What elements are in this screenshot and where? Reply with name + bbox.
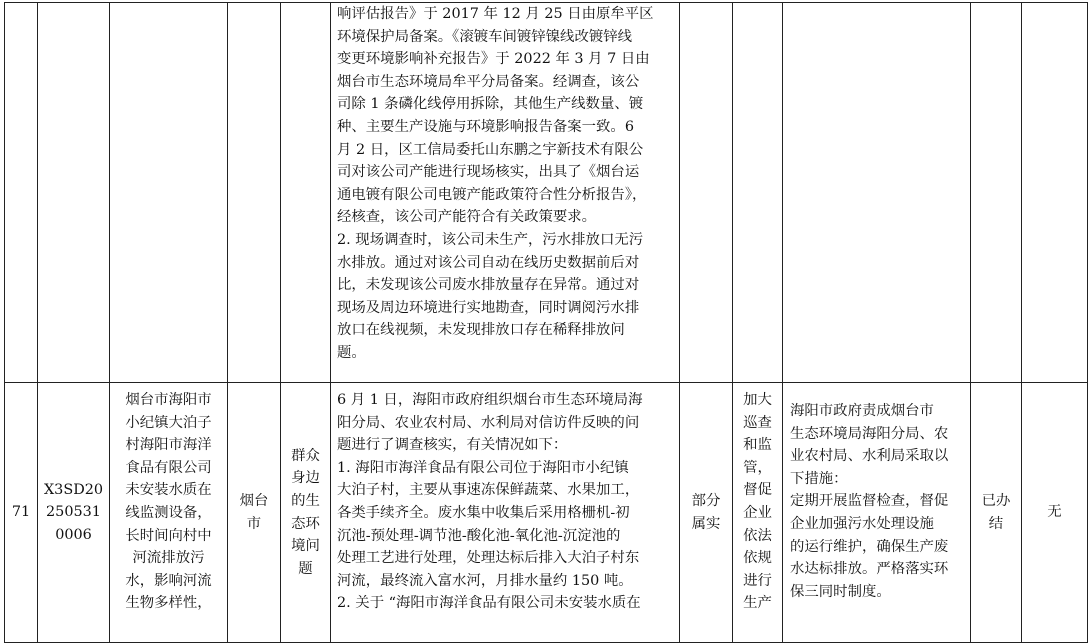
text-line: 生产 (743, 595, 772, 612)
text-line: 河流排放污 (132, 550, 205, 567)
text-line: 群众 (291, 447, 320, 464)
text-line: 阳分局、农业农村局、水利局对信访件反映的问 (337, 414, 640, 431)
serial-number-cell: 71 (5, 383, 38, 643)
text-line: 大泊子村，主要从事速冻保鲜蔬菜、水果加工， (337, 482, 640, 499)
text-line: 未安装水质在 (125, 482, 212, 499)
handling-cell (733, 383, 783, 643)
handling-cell (733, 3, 783, 383)
text-line: 2. 关于 “海阳市海洋食品有限公司未安装水质在 (337, 595, 641, 612)
text-line: 经核查，该公司产能符合有关政策要求。 (337, 209, 597, 226)
text-line: 依规 (743, 550, 772, 567)
text-line: X3SD20 (43, 481, 104, 498)
complaint-content-cell (110, 383, 228, 643)
text-line: 生物多样性， (125, 595, 212, 612)
text-line: 放口在线视频，未发现排放口存在稀释排放问 (337, 322, 625, 339)
text-line: 司除 1 条磷化线停用拆除，其他生产线数量、镀 (337, 96, 644, 113)
text-line: 沉池-预处理-调节池-酸化池-氧化池-沉淀池的 (337, 527, 621, 544)
region-cell (228, 383, 281, 643)
text-line: 村海阳市海洋 (125, 437, 212, 454)
text-line: 部分 (691, 492, 721, 509)
investigation-cell (331, 383, 680, 643)
text-line: 水，影响河流 (125, 572, 212, 589)
table-row (5, 3, 1088, 383)
complaint-content-cell (110, 3, 228, 383)
text-line: 环境保护局备案。《滚镀车间镀锌镍线改镀锌线 (337, 28, 633, 45)
text-line: 水达标排放。严格落实环 (790, 561, 949, 578)
text-line: 身边 (291, 470, 320, 487)
measures-cell (783, 3, 971, 383)
text-line: 长时间向村中 (125, 527, 212, 544)
text-line: 水排放。通过对该公司自动在线历史数据前后对 (337, 254, 640, 271)
verdict-cell (680, 383, 733, 643)
text-line: 6 月 1 日，海阳市政府组织烟台市生态环境局海 (337, 392, 643, 408)
text-line: 巡查 (743, 414, 772, 431)
text-line: 现场及周边环境进行实地勘查，同时调阅污水排 (337, 299, 640, 316)
serial-number-cell (5, 3, 38, 383)
text-line: 企业加强污水处理设施 (790, 515, 934, 532)
text-line: 河流，最终流入富水河，月排水量约 150 吨。 (337, 572, 633, 589)
accountability-cell (1022, 3, 1088, 383)
text-line: 变更环境影响补充报告》于 2022 年 3 月 7 日由 (337, 51, 650, 68)
text-line: 和监 (743, 437, 772, 454)
text-line: 响评估报告》于 2017 年 12 月 25 日由原牟平区 (337, 6, 654, 22)
text-line: 境问 (291, 538, 320, 555)
text-line: 月 2 日，区工信局委托山东鹏之宇新技术有限公 (337, 141, 644, 158)
text-line: 依法 (743, 527, 772, 544)
text-line: 种、主要生产设施与环境影响报告备案一致。6 (337, 118, 634, 135)
text-line: 线监测设备， (125, 504, 212, 521)
text-line: 通电镀有限公司电镀产能政策符合性分析报告》， (337, 186, 647, 203)
accountability-cell: 无 (1022, 383, 1088, 643)
text-line: 加大 (743, 392, 772, 408)
text-line: 烟台市海阳市 (125, 392, 212, 408)
status-cell (971, 3, 1022, 383)
text-line: 1. 海阳市海洋食品有限公司位于海阳市小纪镇 (337, 459, 629, 476)
text-line: 业农村局、水利局采取以 (790, 448, 949, 465)
text-line: 保三同时制度。 (790, 583, 891, 600)
text-line: 处理工艺进行处理，处理达标后排入大泊子村东 (337, 550, 640, 567)
text-line: 督促 (743, 482, 772, 499)
text-line: 的生 (291, 492, 320, 509)
text-line: 海阳市政府责成烟台市 (790, 403, 934, 419)
text-line: 250531 (46, 504, 101, 521)
text-line: 烟台市生态环境局牟平分局备案。经调查，该公 (337, 73, 640, 90)
text-line: 比，未发现该公司废水排放量存在异常。通过对 (337, 277, 640, 294)
verdict-cell (680, 3, 733, 383)
text-line: 定期开展监督检查，督促 (790, 493, 949, 510)
text-line: 属实 (691, 515, 721, 532)
text-line: 各类手续齐全。废水集中收集后采用格栅机-初 (337, 504, 630, 521)
case-code-cell (38, 3, 110, 383)
text-line: 市 (246, 515, 262, 532)
text-line: 企业 (743, 504, 772, 521)
complaint-table (4, 2, 1088, 643)
text-line: 题进行了调查核实，有关情况如下： (337, 437, 568, 454)
text-line: 管， (743, 459, 772, 476)
text-line: 进行 (743, 572, 772, 589)
measures-cell (783, 383, 971, 643)
text-line: 题 (298, 560, 313, 577)
text-line: 题。 (337, 344, 366, 361)
text-line: 下措施： (790, 470, 848, 487)
text-line: 小纪镇大泊子 (125, 414, 212, 431)
text-line: 结 (988, 515, 1004, 532)
text-line: 的运行维护，确保生产废 (790, 538, 949, 555)
text-line: 已办 (981, 492, 1011, 509)
category-cell (281, 383, 331, 643)
text-line: 生态环境局海阳分局、农 (790, 425, 949, 442)
case-code-cell (38, 383, 110, 643)
text-line: 烟台 (239, 492, 269, 509)
investigation-cell (331, 3, 680, 383)
table-row (5, 383, 1088, 643)
category-cell (281, 3, 331, 383)
text-line: 司对该公司产能进行现场核实，出具了《烟台运 (337, 164, 640, 181)
region-cell (228, 3, 281, 383)
text-line: 0006 (55, 526, 92, 543)
status-cell (971, 383, 1022, 643)
text-line: 2. 现场调查时，该公司未生产，污水排放口无污 (337, 231, 644, 248)
text-line: 态环 (291, 515, 320, 532)
text-line: 食品有限公司 (125, 459, 212, 476)
